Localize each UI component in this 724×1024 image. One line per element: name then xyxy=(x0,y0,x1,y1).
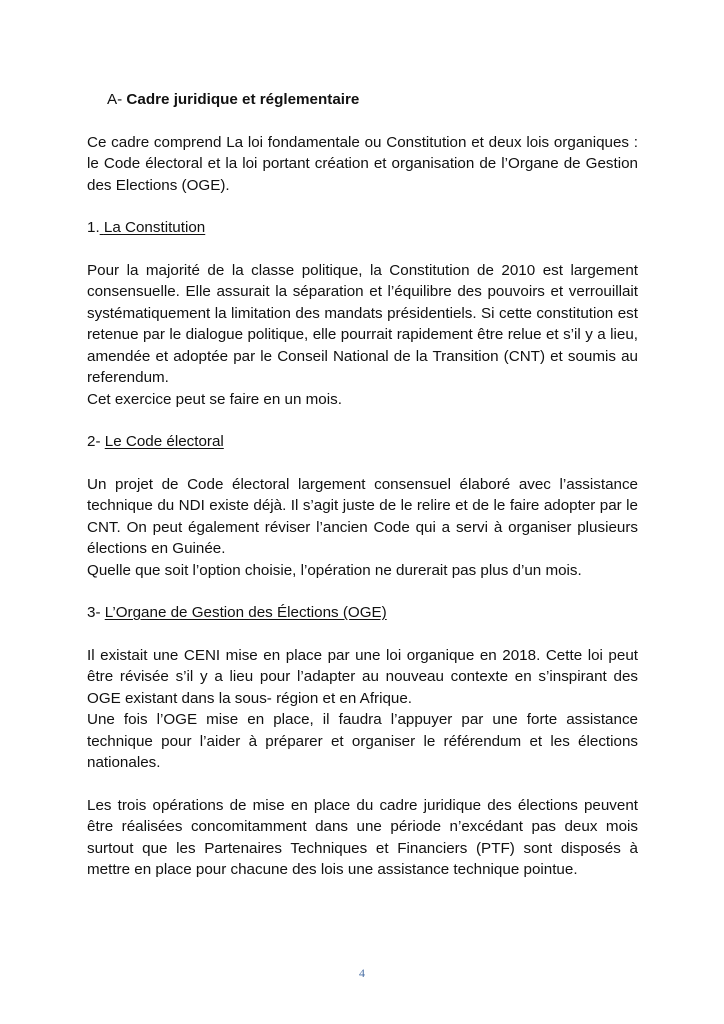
section-title: Cadre juridique et réglementaire xyxy=(126,91,360,108)
intro-block xyxy=(87,132,638,197)
paragraph: Un projet de Code électoral largement consensuel élaboré avec l’assistance technique du NDI existe déjà. Il s’agit juste de le relire et de le faire adopter par le CNT. On peut également réviser l’ancien Code qui a servi à organiser plusieurs élections en Guinée. xyxy=(87,475,638,557)
paragraph: Il existait une CENI mise en place par une loi organique en 2018. Cette loi peut être révisée s’il y a lieu pour l’adapter au nouveau contexte en s’inspirant des OGE existant dans la sous- région et en Afrique. xyxy=(87,646,638,707)
paragraph: Cet exercice peut se faire en un mois. xyxy=(87,390,342,408)
paragraph: Pour la majorité de la classe politique, la Constitution de 2010 est largement consensuelle. Elle assurait la séparation et l’équilibre des pouvoirs et verrouillait systématiquement la limitation des mandats présidentiels. Si cette constitution est retenue par le dialogue politique, elle pourrait rapidement être relue et s’il y a lieu, amendée et adoptée par le Conseil National de la Transition (CNT) et soumis au referendum. xyxy=(87,261,638,386)
subsection-heading-code-electoral xyxy=(87,431,638,453)
subsection-heading-oge xyxy=(87,602,638,624)
page-content xyxy=(87,89,638,902)
intro-paragraph: Ce cadre comprend La loi fondamentale ou Constitution et deux lois organiques : le Code électoral et la loi portant création et organisation de l’Organe de Gestion des Elections (OGE). xyxy=(87,133,638,194)
section-heading xyxy=(107,89,638,111)
paragraph: Une fois l’OGE mise en place, il faudra l’appuyer par une forte assistance technique pour l’aider à préparer et organiser le référendum et les élections nationales. xyxy=(87,711,638,771)
subsection-body-oge xyxy=(87,645,638,774)
subsection-number: 2- xyxy=(87,433,101,450)
section-label: A- xyxy=(107,91,123,108)
conclusion-paragraph: Les trois opérations de mise en place du cadre juridique des élections peuvent être réalisées concomitamment dans une période n’excédant pas deux mois surtout que les Partenaires Techniques et Financiers (PTF) sont disposés à mettre en place pour chacune des lois une assistance technique pointue. xyxy=(87,796,638,878)
subsection-title: La Constitution xyxy=(103,219,206,236)
subsection-body-code-electoral xyxy=(87,474,638,582)
page-number: 4 xyxy=(359,966,365,980)
subsection-number: 3- xyxy=(87,604,101,621)
subsection-title: Le Code électoral xyxy=(104,433,224,450)
subsection-title: L’Organe de Gestion des Élections (OGE) xyxy=(104,604,387,621)
subsection-body-constitution xyxy=(87,260,638,411)
subsection-number: 1. xyxy=(87,219,100,236)
paragraph: Quelle que soit l’option choisie, l’opération ne durerait pas plus d’un mois. xyxy=(87,561,582,579)
conclusion-block xyxy=(87,795,638,881)
subsection-heading-constitution xyxy=(87,217,638,239)
